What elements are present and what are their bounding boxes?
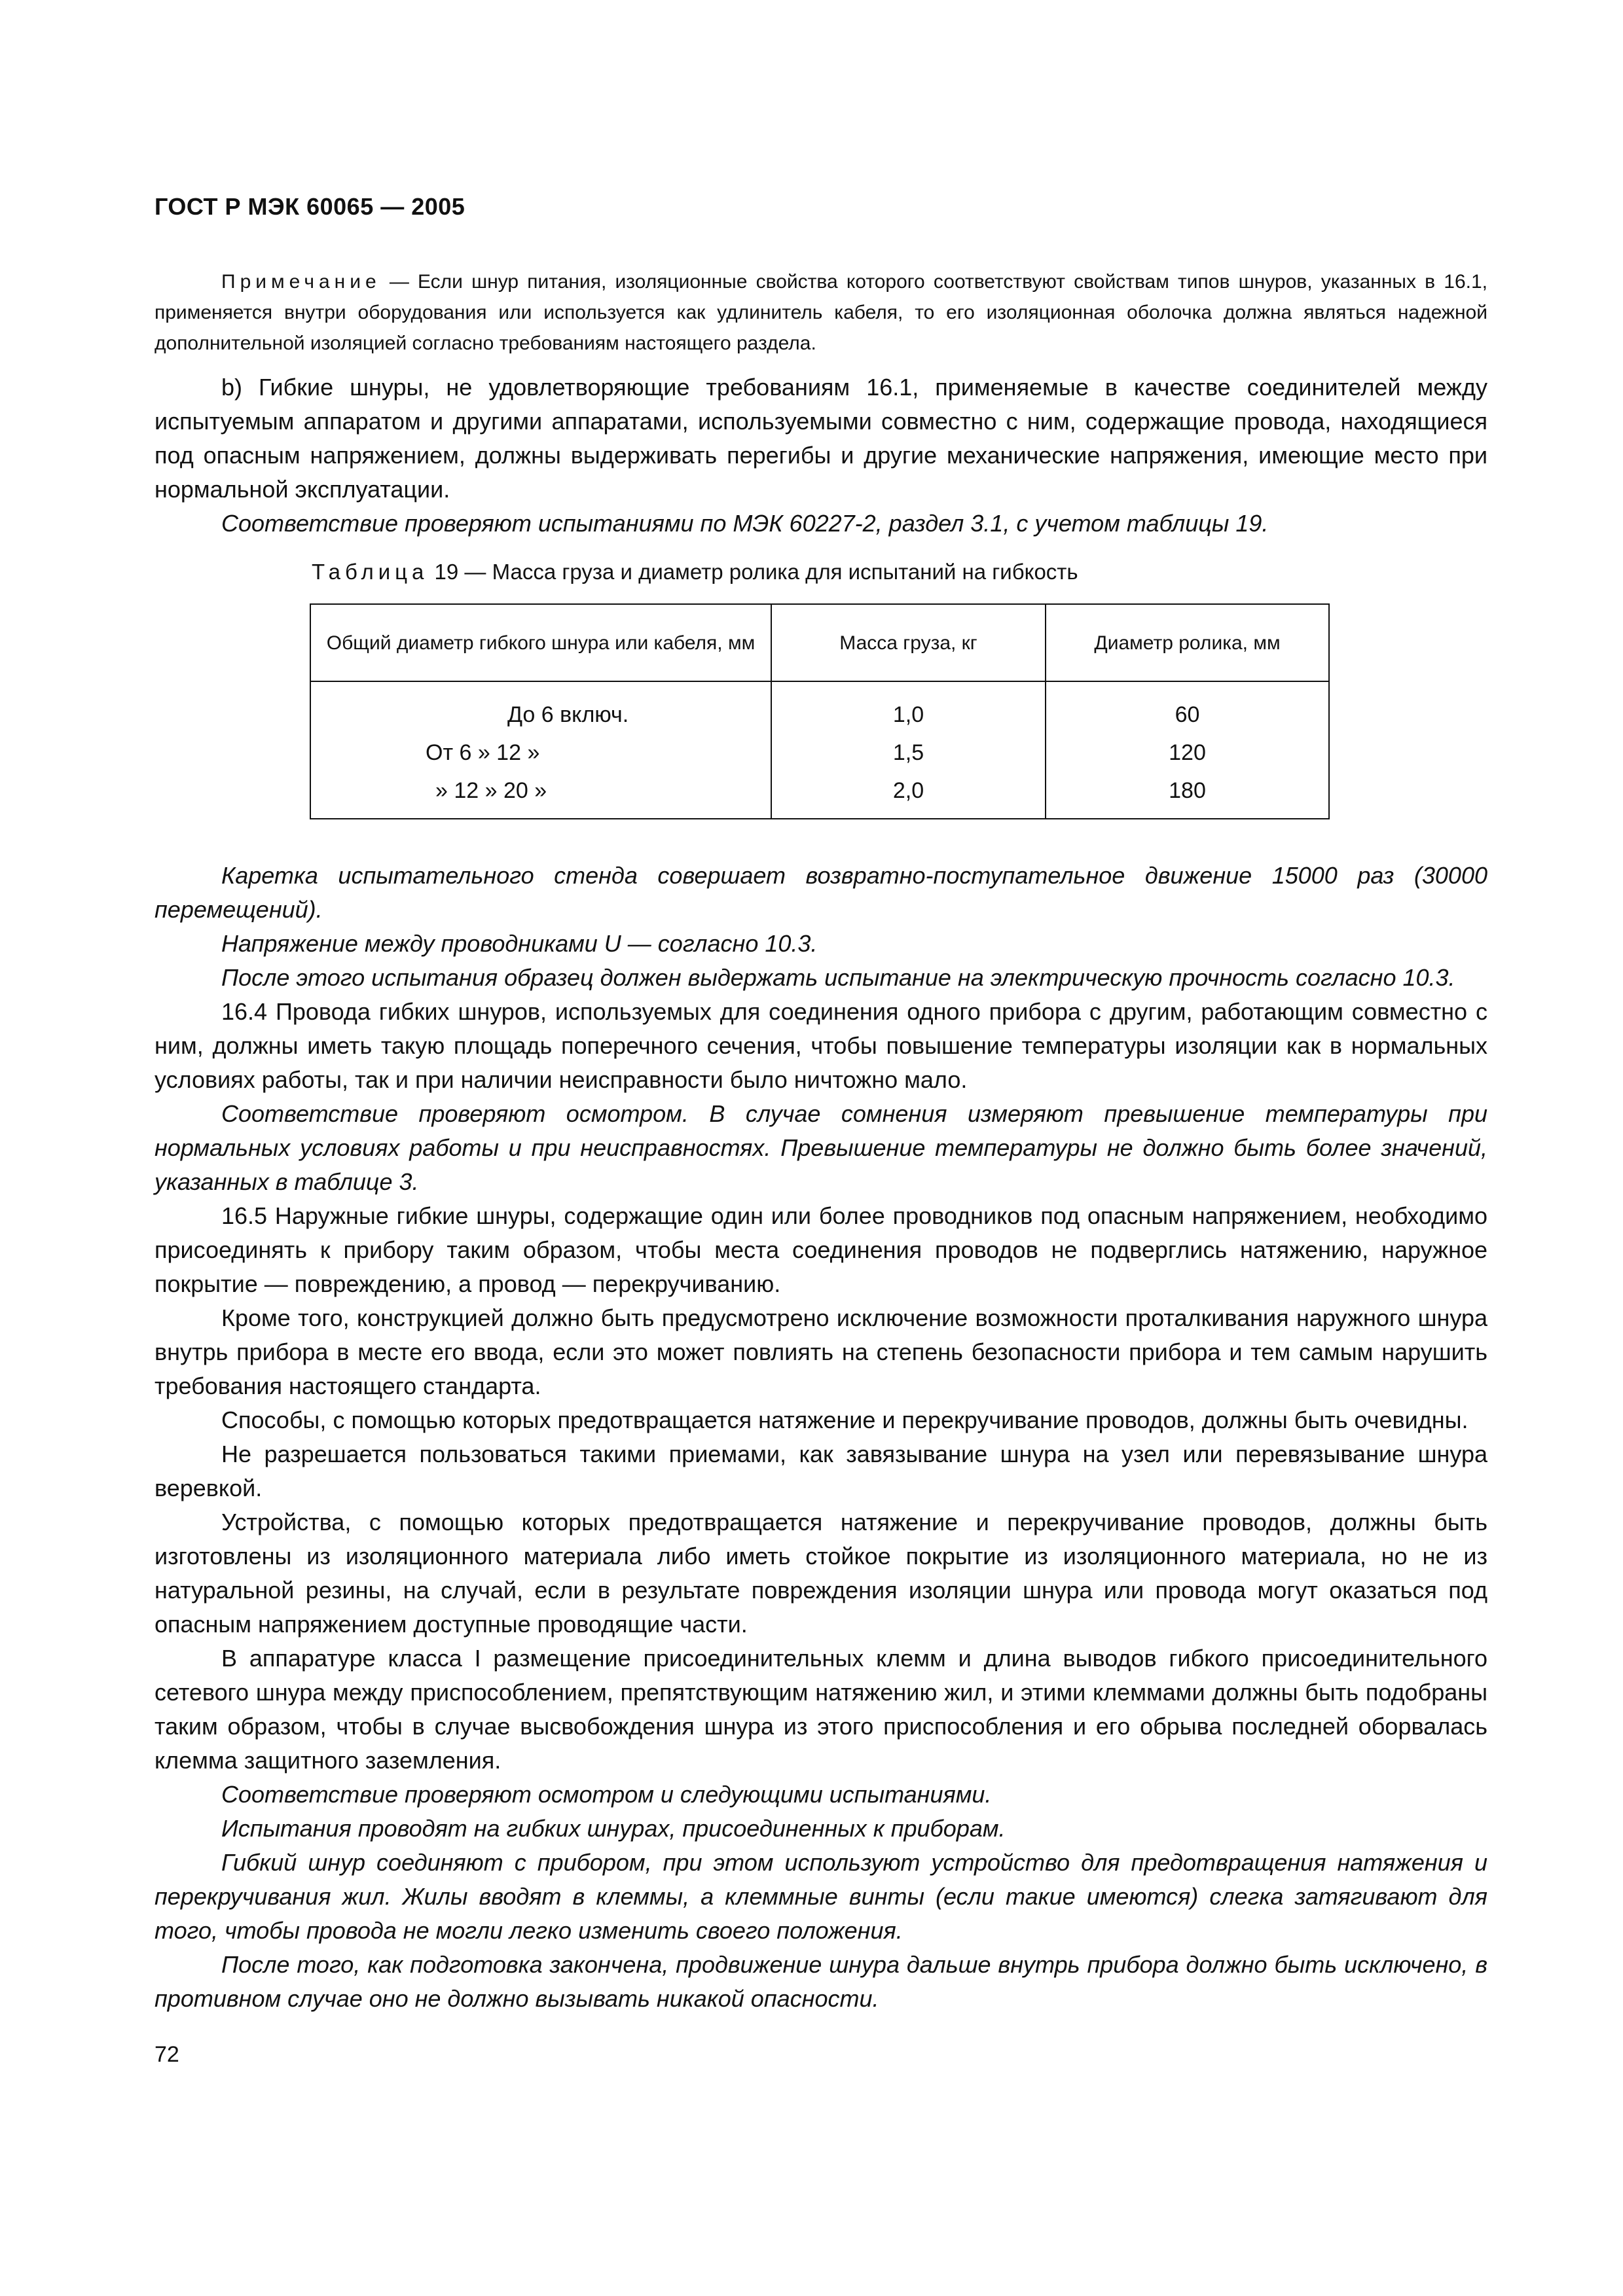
body-paragraph: Гибкий шнур соединяют с прибором, при этом используют устройство для предотвращения натяжения и перекручивания жил. Жилы вводят в клеммы, а клеммные винты (если такие имеются) слегка затягивают для того, чтобы провода не могли легко изменить своего положения. bbox=[155, 1849, 1487, 1944]
cell-roller: 180 bbox=[1046, 772, 1329, 819]
header-load-mass: Масса груза, кг bbox=[771, 604, 1046, 681]
header-cord-diameter: Общий диаметр гибкого шнура или кабеля, мм bbox=[310, 604, 771, 681]
table-caption-label: Таблица bbox=[312, 560, 429, 584]
body-paragraph: Соответствие проверяют осмотром. В случае сомнения измеряют превышение температуры при нормальных условиях работы и при неисправностях. Превышение температуры не должно быть более значений, указанных в таблице 3. bbox=[155, 1100, 1487, 1195]
body-paragraph: 16.5 Наружные гибкие шнуры, содержащие один или более проводников под опасным напряжением, необходимо присоединять к прибору таким образом, чтобы места соединения проводов не подверглись натяжению, наружное покрытие — повреждению, а провод — перекручиванию. bbox=[155, 1202, 1487, 1297]
table-caption-text: 19 — Масса груза и диаметр ролика для испытаний на гибкость bbox=[428, 560, 1078, 584]
table-row bbox=[310, 681, 1329, 734]
header-roller-diameter: Диаметр ролика, мм bbox=[1046, 604, 1329, 681]
cell-diameter: От 6 » 12 » bbox=[310, 734, 771, 772]
table-header-row bbox=[310, 604, 1329, 681]
cell-roller: 120 bbox=[1046, 734, 1329, 772]
body-text bbox=[155, 859, 1487, 2016]
body-paragraph: Кроме того, конструкцией должно быть предусмотрено исключение возможности проталкивания наружного шнура внутрь прибора в месте его ввода, если это может повлиять на степень безопасности прибора и тем самым нарушить требования настоящего стандарта. bbox=[155, 1304, 1487, 1399]
table-row bbox=[310, 734, 1329, 772]
cell-mass: 2,0 bbox=[771, 772, 1046, 819]
body-paragraph: Испытания проводят на гибких шнурах, присоединенных к приборам. bbox=[221, 1815, 1006, 1842]
cell-mass: 1,0 bbox=[771, 681, 1046, 734]
standard-header: ГОСТ Р МЭК 60065 — 2005 bbox=[155, 193, 465, 220]
table-19 bbox=[310, 603, 1330, 819]
body-paragraph: Соответствие проверяют осмотром и следующими испытаниями. bbox=[221, 1781, 992, 1808]
body-paragraph: Не разрешается пользоваться такими приемами, как завязывание шнура на узел или перевязывание шнура веревкой. bbox=[155, 1441, 1487, 1501]
table-row bbox=[310, 772, 1329, 819]
body-paragraph: 16.4 Провода гибких шнуров, используемых для соединения одного прибора с другим, работающим совместно с ним, должны иметь такую площадь поперечного сечения, чтобы повышение температуры изоляции как в нормальных условиях работы, так и при наличии неисправности было ничтожно мало. bbox=[155, 998, 1487, 1093]
body-paragraph: После этого испытания образец должен выдержать испытание на электрическую прочность согласно 10.3. bbox=[221, 964, 1455, 991]
page-number: 72 bbox=[155, 2042, 179, 2067]
body-paragraph: Устройства, с помощью которых предотвращается натяжение и перекручивание проводов, должны быть изготовлены из изоляционного материала либо иметь стойкое покрытие из изоляционного материала, но не из натуральной резины, на случай, если в результате повреждения изоляции шнура или провода могут оказаться под опасным напряжением доступные проводящие части. bbox=[155, 1509, 1487, 1638]
body-paragraph: В аппаратуре класса I размещение присоединительных клемм и длина выводов гибкого присоединительного сетевого шнура между приспособлением, препятствующим натяжению жил, и этими клеммами должны быть подобраны таким образом, чтобы в случае высвобождения шнура из этого приспособления и его обрыва последней оборвалась клемма защитного заземления. bbox=[155, 1645, 1487, 1774]
note-paragraph bbox=[155, 266, 1487, 359]
cell-diameter: » 12 » 20 » bbox=[310, 772, 771, 819]
document-page bbox=[155, 193, 1487, 2068]
cell-roller: 60 bbox=[1046, 681, 1329, 734]
body-paragraph: Каретка испытательного стенда совершает возвратно-поступательное движение 15000 раз (30000 перемещений). bbox=[155, 862, 1487, 923]
note-label: Примечание bbox=[221, 271, 381, 293]
cell-mass: 1,5 bbox=[771, 734, 1046, 772]
body-paragraph: Способы, с помощью которых предотвращается натяжение и перекручивание проводов, должны быть очевидны. bbox=[221, 1407, 1468, 1433]
cell-diameter: До 6 включ. bbox=[310, 681, 771, 734]
table-caption bbox=[312, 559, 1487, 585]
paragraph-b: b) Гибкие шнуры, не удовлетворяющие требованиям 16.1, применяемые в качестве соединителей между испытуемым аппаратом и другими аппаратами, используемыми совместно с ним, содержащие провода, находящиеся под опасным напряжением, должны выдерживать перегибы и другие механические напряжения, имеющие место при нормальной эксплуатации. bbox=[155, 374, 1487, 503]
note-text: — Если шнур питания, изоляционные свойства которого соответствуют свойствам типов шнуров, указанных в 16.1, применяется внутри оборудования или используется как удлинитель кабеля, то его изоляционная оболочка должна являться надежной дополнительной изоляцией согласно требованиям настоящего раздела. bbox=[155, 271, 1487, 354]
body-paragraph: Напряжение между проводниками U — согласно 10.3. bbox=[221, 930, 818, 957]
body-paragraph: После того, как подготовка закончена, продвижение шнура дальше внутрь прибора должно быть исключено, в противном случае оно не должно вызывать никакой опасности. bbox=[155, 1951, 1487, 2012]
paragraph-b-check: Соответствие проверяют испытаниями по МЭК 60227-2, раздел 3.1, с учетом таблицы 19. bbox=[221, 510, 1269, 537]
